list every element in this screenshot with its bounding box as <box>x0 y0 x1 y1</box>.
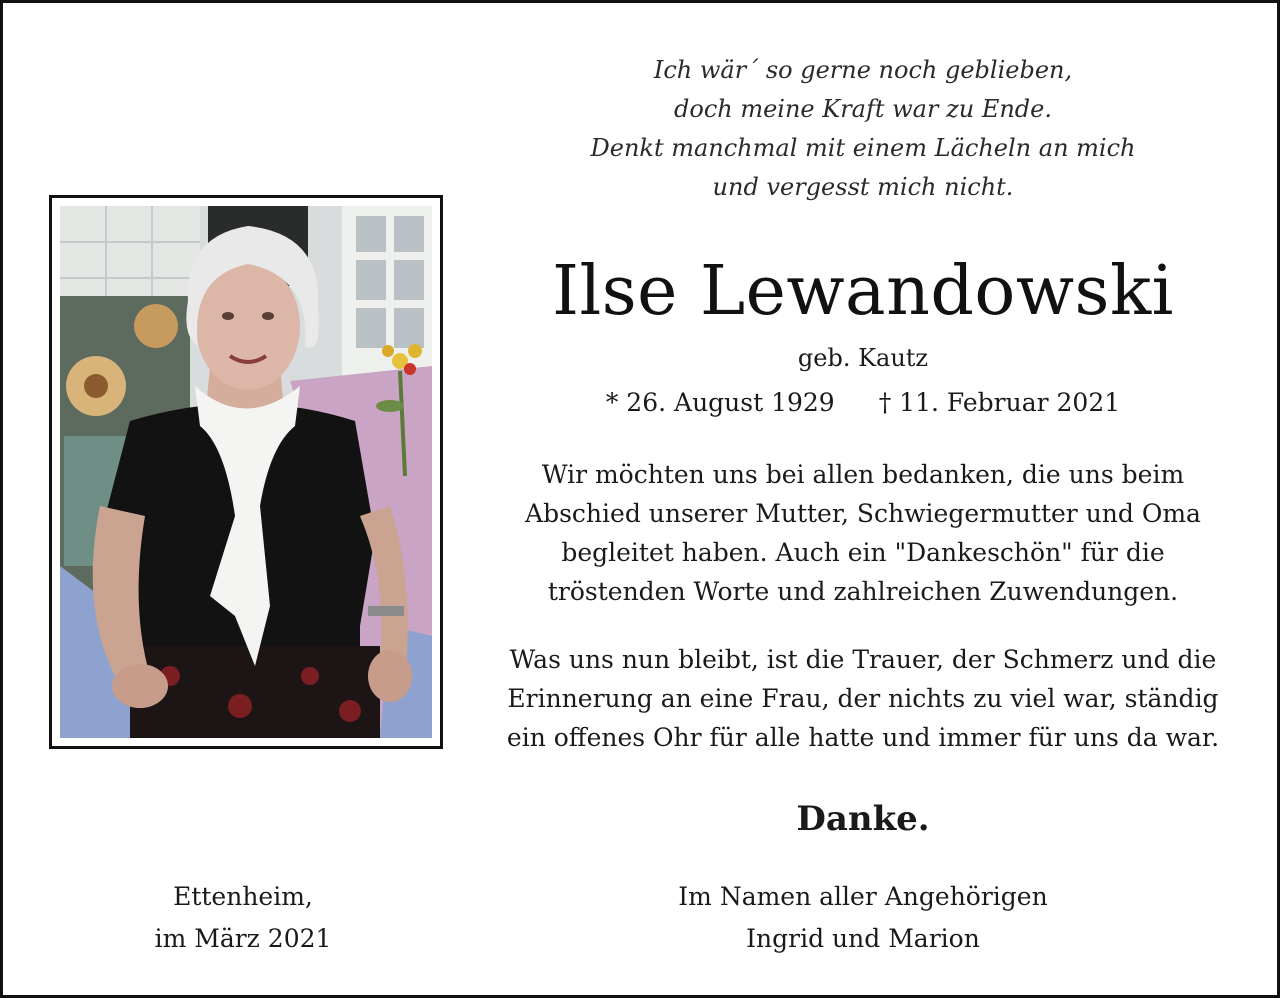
paragraph-line: Wir möchten uns bei allen bedanken, die uns beim <box>541 460 1185 489</box>
place: Ettenheim, <box>173 882 313 911</box>
remembrance-paragraph <box>491 640 1235 757</box>
death-date: † 11. Februar 2021 <box>878 388 1121 417</box>
closing-thanks: Danke. <box>796 799 930 839</box>
date: im März 2021 <box>154 924 332 953</box>
poem-line: Denkt manchmal mit einem Lächeln an mich <box>590 134 1136 162</box>
portrait-illustration <box>60 206 432 738</box>
family-signoff <box>493 876 1233 960</box>
paragraph-line: tröstenden Worte und zahlreichen Zuwendungen. <box>547 577 1179 606</box>
birth-date: * 26. August 1929 <box>605 388 835 417</box>
paragraph-line: begleitet haben. Auch ein "Dankeschön" für die <box>561 538 1165 567</box>
poem-line: doch meine Kraft war zu Ende. <box>674 95 1052 123</box>
signoff-line: Im Namen aller Angehörigen <box>678 882 1048 911</box>
deceased-name: Ilse Lewandowski <box>552 252 1174 331</box>
poem-line: Ich wär´ so gerne noch geblieben, <box>653 56 1073 84</box>
thanks-paragraph <box>491 455 1235 611</box>
memorial-poem <box>493 51 1233 207</box>
portrait-photo-frame <box>49 195 443 749</box>
poem-line: und vergesst mich nicht. <box>712 173 1014 201</box>
signoff-names: Ingrid und Marion <box>746 924 980 953</box>
paragraph-line: Abschied unserer Mutter, Schwiegermutter und Oma <box>525 499 1201 528</box>
paragraph-line: ein offenes Ohr für alle hatte und immer für uns da war. <box>506 723 1220 752</box>
paragraph-line: Erinnerung an eine Frau, der nichts zu viel war, ständig <box>507 684 1219 713</box>
life-dates <box>493 385 1233 421</box>
paragraph-line: Was uns nun bleibt, ist die Trauer, der Schmerz und die <box>509 645 1217 674</box>
portrait-photo <box>60 206 432 738</box>
place-and-date <box>93 876 393 960</box>
birth-name: geb. Kautz <box>797 344 929 372</box>
